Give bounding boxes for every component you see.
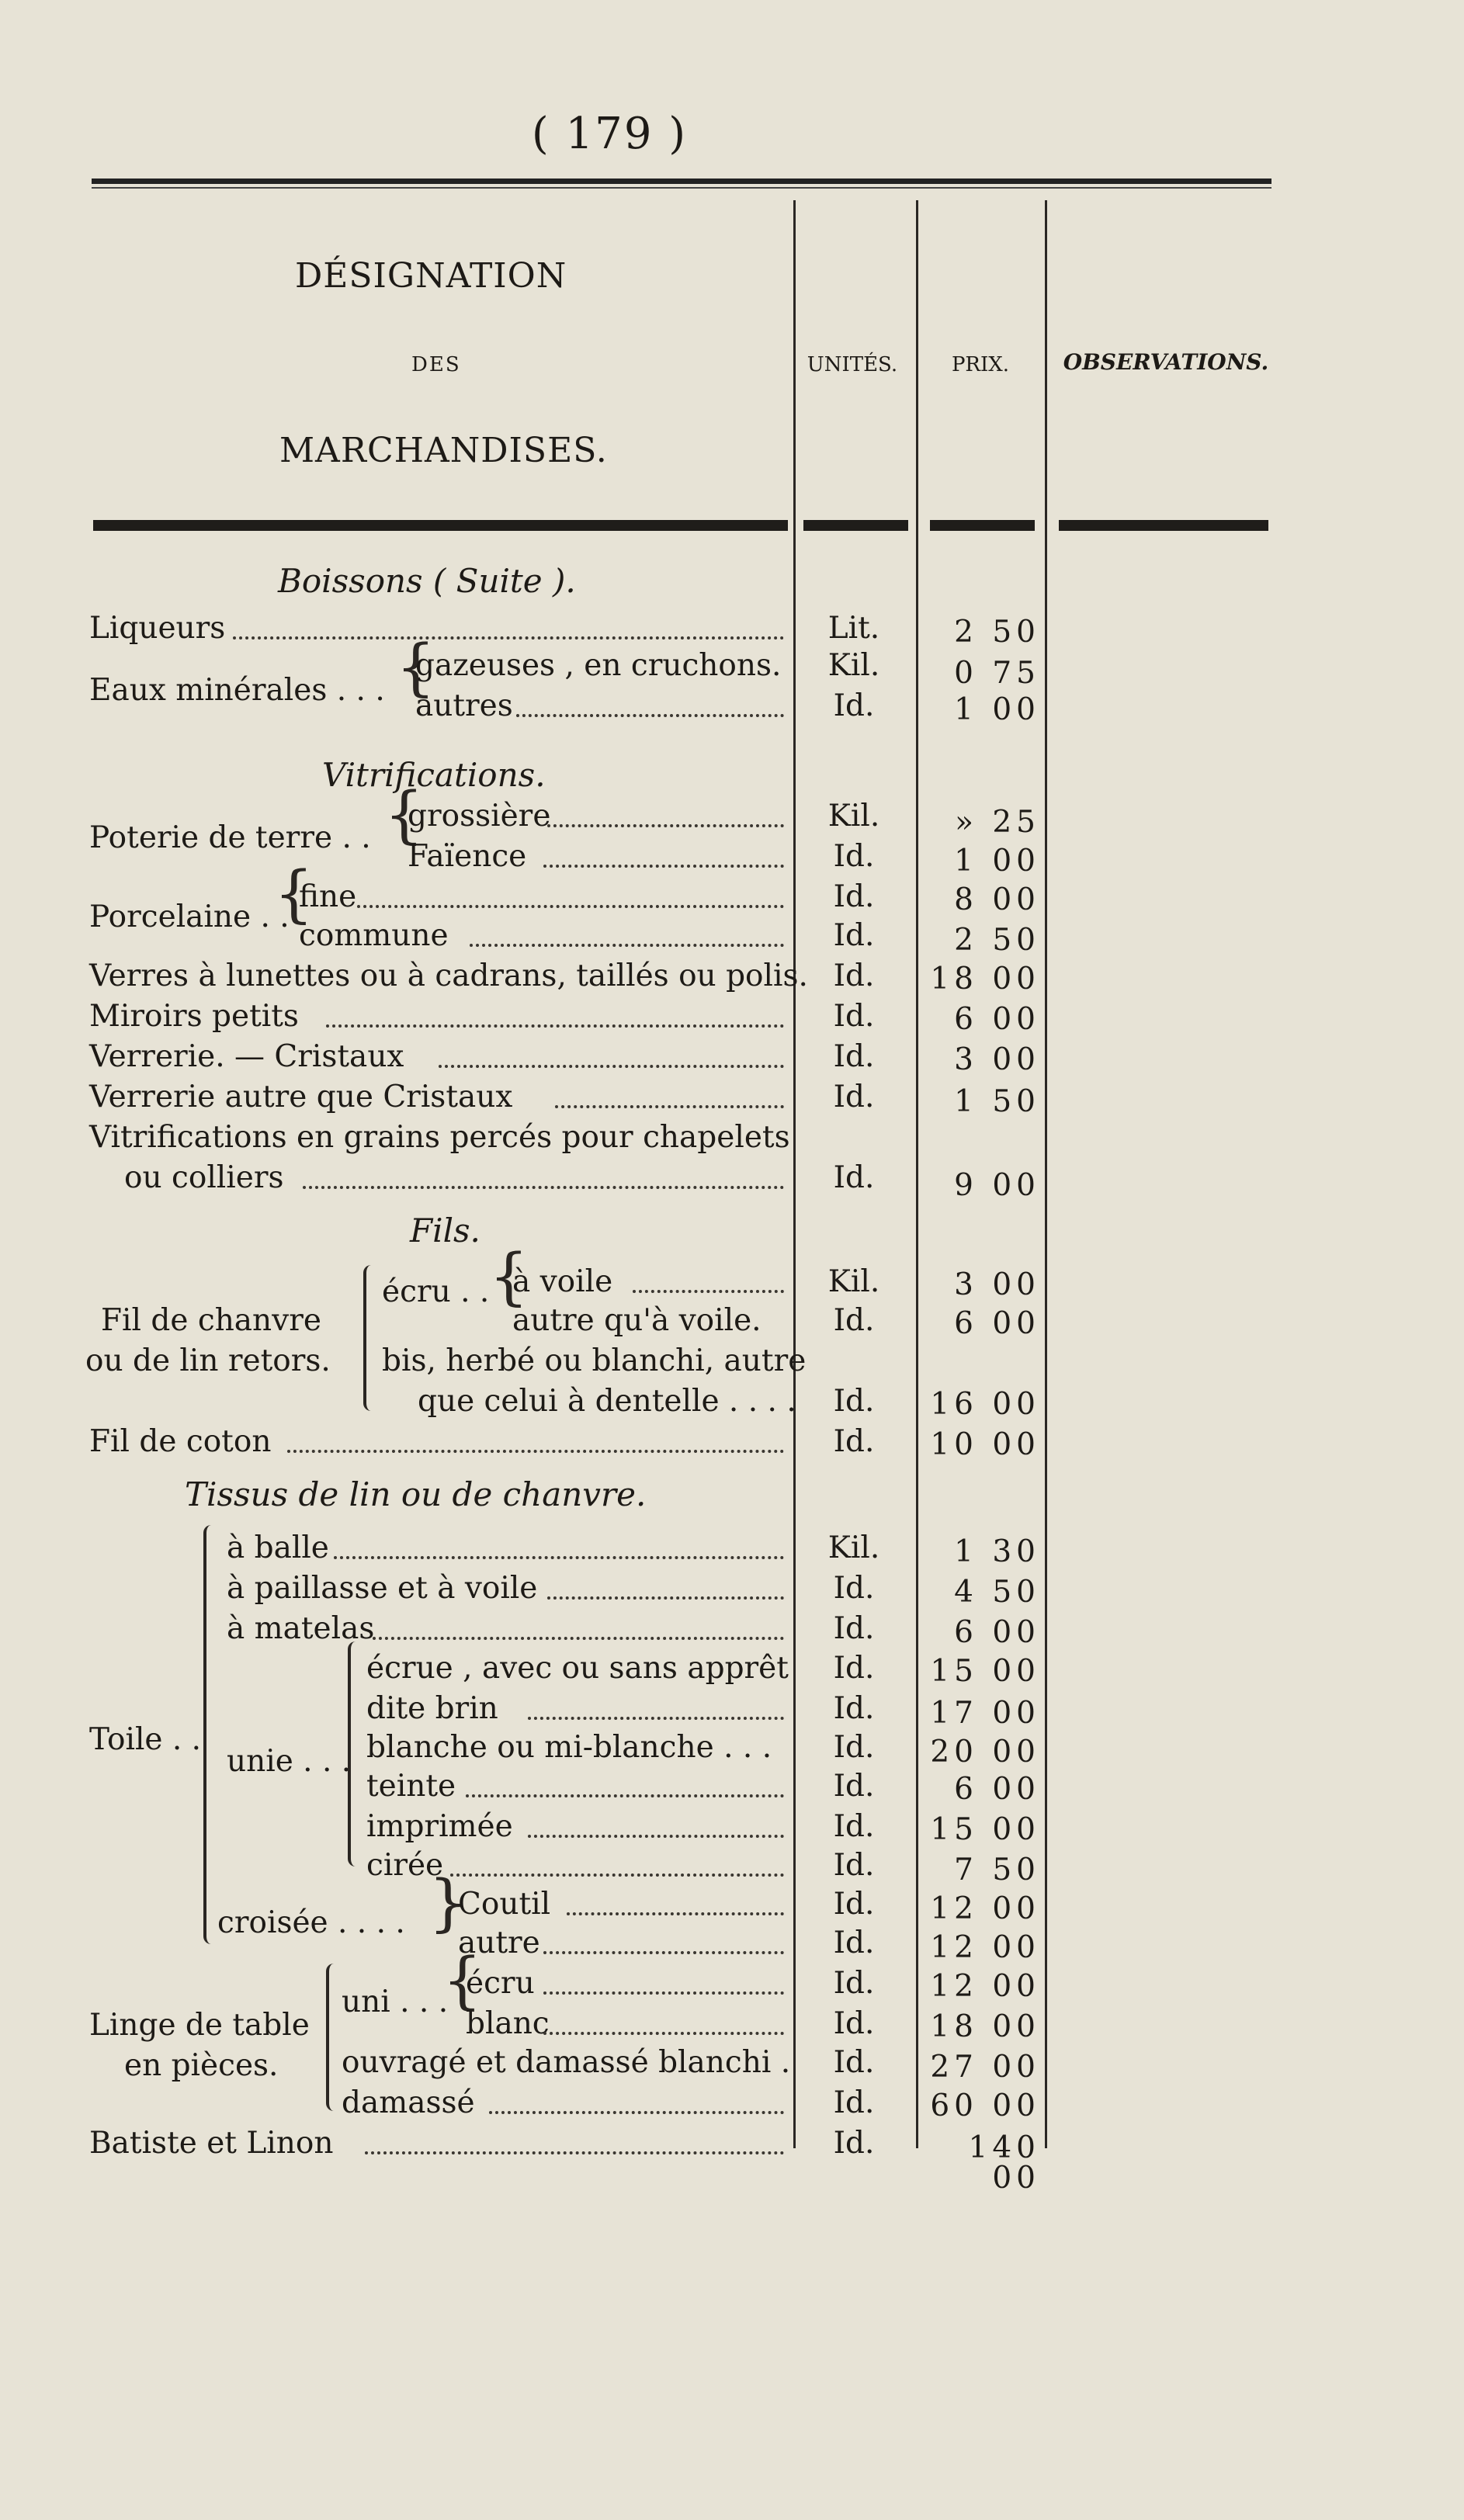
leader-dots [543,2032,784,2035]
unit-fil-coton: Id. [833,1424,875,1459]
unit-ciree: Id. [833,1848,875,1883]
unit-miroirs: Id. [833,999,875,1034]
unit-gazeuses: Kil. [827,648,880,683]
header-bar-unites [803,520,908,531]
price-a-voile: 3 00 [954,1267,1040,1302]
leader-dots [633,1290,784,1293]
row-a-voile-label: à voile [512,1264,613,1299]
leader-dots [543,865,784,868]
price-faience: 1 00 [954,844,1040,879]
row-brin-label: dite brin [366,1691,498,1726]
price-fil-coton: 10 00 [930,1427,1040,1462]
row-matelas-label: à matelas [227,1611,375,1646]
unit-paillasse: Id. [833,1571,875,1606]
row-coutil-label: Coutil [458,1887,551,1922]
row-ciree-label: cirée [366,1848,444,1883]
row-bis-label-2: que celui à dentelle . . . . [418,1384,796,1419]
leader-dots [543,1951,784,1954]
price-batiste: 140 00 [968,2130,1040,2196]
top-rule [92,179,1271,184]
leader-dots [470,944,784,947]
brace: { [274,858,314,930]
unit-fine: Id. [833,879,875,914]
row-grossiere-label: grossière [408,799,551,834]
brace: { [489,1240,529,1312]
unit-blanche: Id. [833,1730,875,1765]
row-damasse-label: damassé [342,2085,475,2120]
row-autres-label: autres [415,688,513,723]
unit-ecrue: Id. [833,1651,875,1686]
row-verrerie-cristaux-label: Verrerie. — Cristaux [89,1039,404,1074]
leader-dots [287,1450,784,1453]
price-autre-voile: 6 00 [954,1306,1040,1341]
unit-grossiere: Kil. [827,799,880,834]
unit-teinte: Id. [833,1769,875,1804]
leader-dots [439,1065,784,1068]
price-coutil: 12 00 [930,1891,1040,1926]
leader-dots [233,636,784,640]
header-designation: DÉSIGNATION [295,256,567,296]
top-rule-thin [92,187,1271,189]
row-ecru-label: écru . . [382,1274,490,1309]
brace: { [384,778,424,851]
unit-brin: Id. [833,1691,875,1726]
unit-commune: Id. [833,918,875,953]
price-bis: 16 00 [930,1387,1040,1422]
price-verrerie-cristaux: 3 00 [954,1042,1040,1077]
row-a-balle-label: à balle [227,1530,329,1565]
row-autre-voile-label: autre qu'à voile. [512,1303,761,1338]
unit-autre-croisee: Id. [833,1926,875,1960]
row-croisee-label: croisée . . . . [217,1905,405,1940]
header-observations: OBSERVATIONS. [1063,349,1269,375]
unit-a-voile: Kil. [827,1264,880,1299]
price-a-balle: 1 30 [954,1534,1040,1569]
price-verrerie-autre: 1 50 [954,1084,1040,1119]
row-porcelaine-label: Porcelaine . . [89,900,290,934]
unit-ouvrage: Id. [833,2045,875,2080]
row-poterie-label: Poterie de terre . . [89,820,371,855]
row-fil-chanvre-label-1: Fil de chanvre [101,1303,321,1338]
leader-dots [543,1991,784,1995]
price-liqueurs: 2 50 [954,615,1040,650]
leader-dots [528,1717,784,1720]
row-autre-croisee-label: autre [458,1926,540,1960]
unit-batiste: Id. [833,2126,875,2161]
price-autre-croisee: 12 00 [930,1930,1040,1965]
brace [203,1525,217,1944]
price-vitrif-grains: 9 00 [954,1168,1040,1203]
price-damasse: 60 00 [930,2088,1040,2123]
row-commune-label: commune [299,918,449,953]
price-imprimee: 15 00 [930,1812,1040,1847]
unit-verrerie-cristaux: Id. [833,1039,875,1074]
unit-autre-voile: Id. [833,1303,875,1338]
unit-bis: Id. [833,1384,875,1419]
brace: } [428,1867,468,1939]
unit-autres: Id. [833,688,875,723]
row-gazeuses-label: gazeuses , en cruchons. [415,648,782,683]
price-paillasse: 4 50 [954,1575,1040,1610]
unit-matelas: Id. [833,1611,875,1646]
price-ecru-linge: 12 00 [930,1969,1040,2004]
header-unites: UNITÉS. [807,353,898,376]
column-divider-observations [1045,200,1047,2148]
header-des: DES [411,353,461,376]
price-commune: 2 50 [954,923,1040,958]
leader-dots [489,2111,784,2114]
leader-dots [528,1835,784,1838]
leader-dots [547,824,784,827]
row-imprimee-label: imprimée [366,1809,513,1844]
leader-dots [450,1874,784,1877]
leader-dots [567,1912,784,1915]
row-paillasse-label: à paillasse et à voile [227,1571,538,1606]
brace [363,1265,377,1411]
leader-dots [303,1186,784,1189]
row-faience-label: Faïence [408,839,527,874]
row-blanc-label: blanc [466,2006,550,2041]
section-vitrifications: Vitrifications. [322,756,546,794]
row-linge-label-2: en pièces. [124,2048,279,2083]
header-bar-designation [93,520,788,531]
leader-dots [357,905,784,908]
row-blanche-label: blanche ou mi-blanche . . . [366,1730,772,1765]
unit-damasse: Id. [833,2085,875,2120]
price-miroirs: 6 00 [954,1002,1040,1037]
price-ecrue: 15 00 [930,1654,1040,1689]
row-toile-label: Toile . . [89,1722,202,1757]
brace [348,1641,362,1867]
leader-dots [547,1596,784,1600]
row-fine-label: fine [299,879,357,914]
unit-liqueurs: Lit. [827,611,880,646]
row-batiste-label: Batiste et Linon [89,2126,334,2161]
row-vitrif-grains-label-1: Vitrifications en grains percés pour chapelets [89,1120,790,1155]
header-bar-prix [930,520,1035,531]
brace: { [442,1944,482,2016]
row-fil-coton-label: Fil de coton [89,1424,272,1459]
row-miroirs-label: Miroirs petits [89,999,299,1034]
price-ouvrage: 27 00 [930,2050,1040,2085]
unit-verrerie-autre: Id. [833,1080,875,1114]
header-marchandises: MARCHANDISES. [279,431,608,470]
leader-dots [466,1794,784,1797]
price-gazeuses: 0 75 [954,656,1040,691]
column-divider-prix [916,200,918,2148]
price-teinte: 6 00 [954,1772,1040,1807]
header-prix: PRIX. [951,353,1010,376]
row-bis-label-1: bis, herbé ou blanchi, autre [382,1343,807,1378]
leader-dots [334,1556,784,1559]
price-autres: 1 00 [954,692,1040,727]
price-ciree: 7 50 [954,1853,1040,1887]
section-tissus: Tissus de lin ou de chanvre. [185,1475,647,1513]
leader-dots [516,714,784,717]
row-teinte-label: teinte [366,1769,456,1804]
row-eaux-minerales-label: Eaux minérales . . . [89,673,385,708]
price-brin: 17 00 [930,1696,1040,1731]
price-verres: 18 00 [930,962,1040,997]
column-divider-unites [793,200,796,2148]
price-blanc: 18 00 [930,2009,1040,2044]
unit-ecru-linge: Id. [833,1966,875,2001]
section-boissons: Boissons ( Suite ). [278,562,576,600]
unit-coutil: Id. [833,1887,875,1922]
unit-faience: Id. [833,839,875,874]
row-ecrue-label: écrue , avec ou sans apprêt [366,1651,789,1686]
leader-dots [555,1105,784,1108]
row-uni-label: uni . . . [342,1984,449,2019]
price-blanche: 20 00 [930,1735,1040,1770]
row-vitrif-grains-label-2: ou colliers [124,1160,284,1195]
leader-dots [365,2151,784,2154]
unit-imprimee: Id. [833,1809,875,1844]
row-verrerie-autre-label: Verrerie autre que Cristaux [89,1080,513,1114]
row-verres-label: Verres à lunettes ou à cadrans, taillés ou polis. [89,958,808,993]
section-fils: Fils. [410,1211,480,1250]
unit-a-balle: Kil. [827,1530,880,1565]
price-matelas: 6 00 [954,1615,1040,1650]
brace [326,1964,340,2111]
unit-vitrif-grains: Id. [833,1160,875,1195]
row-fil-chanvre-label-2: ou de lin retors. [85,1343,331,1378]
unit-verres: Id. [833,958,875,993]
leader-dots [326,1024,784,1028]
page-number: ( 179 ) [531,109,688,159]
row-linge-label-1: Linge de table [89,2008,310,2043]
price-fine: 8 00 [954,882,1040,917]
leader-dots [373,1637,784,1640]
header-bar-observations [1059,520,1268,531]
price-grossiere: » 25 [955,805,1040,840]
row-unie-label: unie . . . [227,1744,352,1779]
row-ouvrage-label: ouvragé et damassé blanchi . [342,2045,791,2080]
unit-blanc: Id. [833,2006,875,2041]
row-liqueurs-label: Liqueurs [89,611,226,646]
row-ecru-linge-label: écru [466,1966,535,2001]
brace: { [396,631,435,703]
